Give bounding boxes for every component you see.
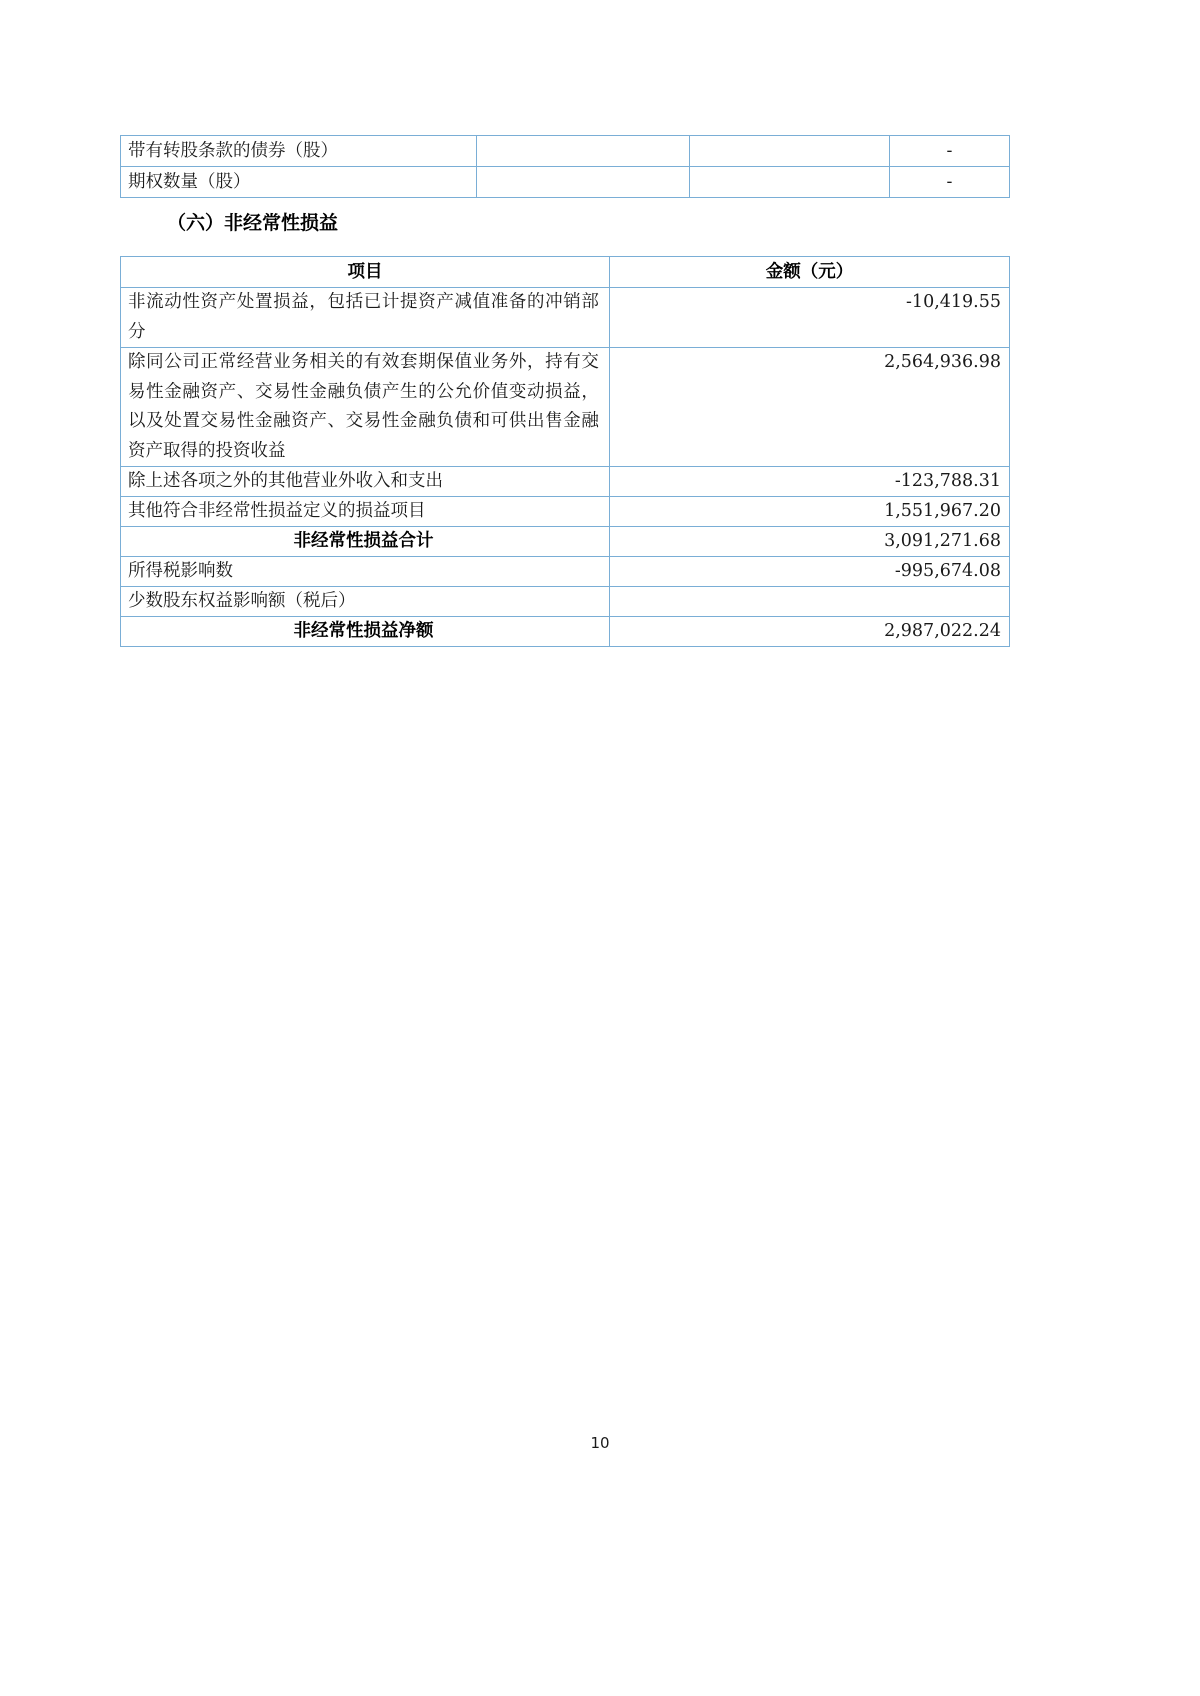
empty-cell [689, 167, 889, 198]
row-amount: 1,551,967.20 [609, 497, 1009, 527]
empty-cell [476, 136, 689, 167]
row-label: 带有转股条款的债券（股） [121, 136, 477, 167]
row-amount: 2,987,022.24 [609, 617, 1009, 647]
column-header-amount: 金额（元） [609, 257, 1009, 288]
table-row [121, 167, 1010, 198]
table-row-total [121, 617, 1010, 647]
row-item: 除上述各项之外的其他营业外收入和支出 [121, 467, 610, 497]
empty-cell [689, 136, 889, 167]
table-row [121, 557, 1010, 587]
row-item: 所得税影响数 [121, 557, 610, 587]
row-value: - [889, 167, 1009, 198]
row-value: - [889, 136, 1009, 167]
share-structure-table [120, 135, 1010, 198]
table-row-subtotal [121, 527, 1010, 557]
non-recurring-gains-table [120, 256, 1010, 647]
table-header-row [121, 257, 1010, 288]
row-amount: 2,564,936.98 [609, 348, 1009, 467]
row-item: 非经常性损益合计 [121, 527, 610, 557]
row-amount [609, 587, 1009, 617]
row-amount: -123,788.31 [609, 467, 1009, 497]
row-item: 少数股东权益影响额（税后） [121, 587, 610, 617]
row-item: 非经常性损益净额 [121, 617, 610, 647]
row-label: 期权数量（股） [121, 167, 477, 198]
row-amount: -995,674.08 [609, 557, 1009, 587]
row-amount: -10,419.55 [609, 288, 1009, 348]
table-row [121, 497, 1010, 527]
row-item: 其他符合非经常性损益定义的损益项目 [121, 497, 610, 527]
table-row [121, 587, 1010, 617]
row-item: 非流动性资产处置损益，包括已计提资产减值准备的冲销部分 [121, 288, 610, 348]
row-amount: 3,091,271.68 [609, 527, 1009, 557]
empty-cell [476, 167, 689, 198]
table-row [121, 467, 1010, 497]
page-number: 10 [590, 1434, 610, 1452]
section-heading: （六）非经常性损益 [167, 212, 339, 234]
row-item: 除同公司正常经营业务相关的有效套期保值业务外，持有交易性金融资产、交易性金融负债产生的公允价值变动损益，以及处置交易性金融资产、交易性金融负债和可供出售金融资产取得的投资收益 [121, 348, 610, 467]
column-header-item: 项目 [121, 257, 610, 288]
table-row [121, 136, 1010, 167]
table-row [121, 348, 1010, 467]
table-row [121, 288, 1010, 348]
